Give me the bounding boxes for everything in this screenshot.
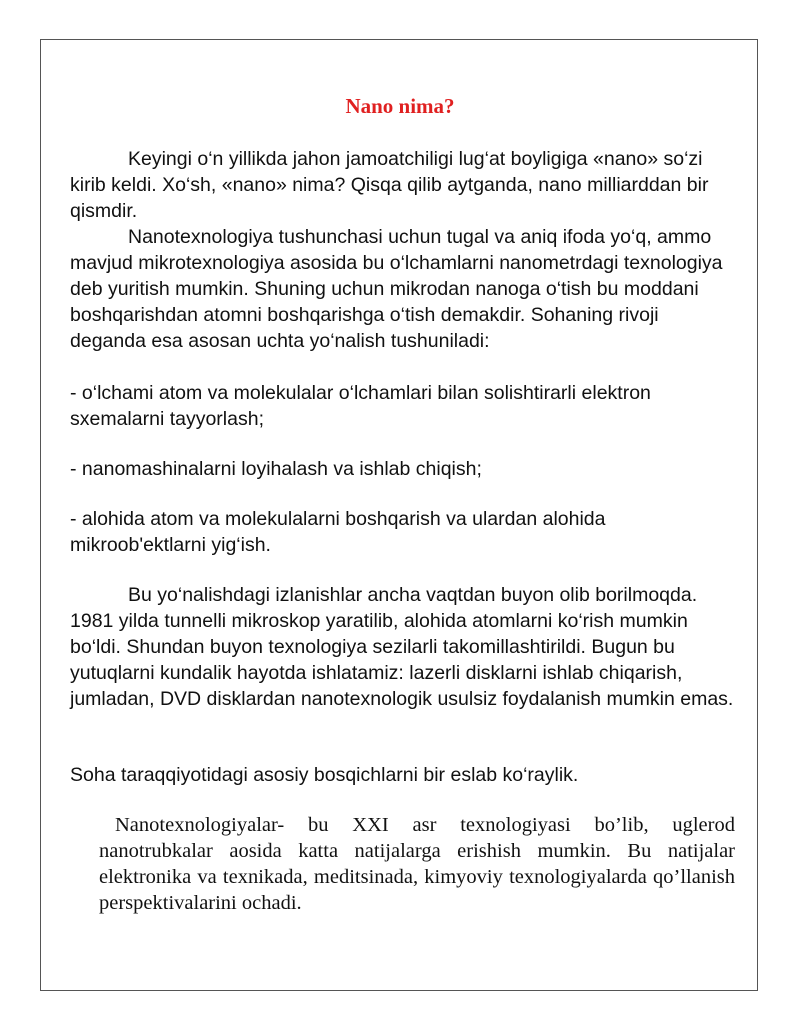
paragraph-definition: Nanotexnologiya tushunchasi uchun tugal va aniq ifoda yo‘q, ammo mavjud mikrotexnologiya asosida bu o‘lchamlarni nanometrdagi texnologiya deb yuritish mumkin. Shuning uchun mikrodan nanoga o‘tish bu moddani boshqarishdan atomni boshqarishga o‘tish demakdir. Sohaning rivoji deganda esa asosan uchta yo‘nalish tushuniladi:	[70, 226, 723, 352]
bullet-item: - o‘lchami atom va molekulalar o‘lchamlari bilan solishtirarli elektron sxemalarni tayyorlash;	[70, 382, 651, 430]
paragraph-history: Bu yo‘nalishdagi izlanishlar ancha vaqtdan buyon olib borilmoqda. 1981 yilda tunnelli mikroskop yaratilib, alohida atomlarni ko‘rish mumkin bo‘ldi. Shundan buyon texnologiya sezilarli takomillashtirildi. Bugun bu yutuqlarni kundalik hayotda ishlatamiz: lazerli disklarni ishlab chiqarish, jumladan, DVD disklardan nanotexnologik usulsiz foydalanish mumkin emas.	[70, 584, 734, 710]
document-page	[40, 39, 758, 991]
document-title: Nano nima?	[345, 94, 455, 118]
bullet-item: - nanomashinalarni loyihalash va ishlab chiqish;	[70, 458, 482, 480]
paragraph-intro: Keyingi o‘n yillikda jahon jamoatchiligi lug‘at boyligiga «nano» so‘zi kirib keldi. Xo‘sh, «nano» nima? Qisqa qilib aytganda, nano milliarddan bir qismdir.	[70, 148, 709, 222]
paragraph-conclusion: Nanotexnologiyalar- bu XXI asr texnologiyasi bo’lib, uglerod nanotrubkalar aosida katta natijalarga erishish mumkin. Bu natijalar elektronika va texnikada, meditsinada, kimyoviy texnologiyalarda qo’llanish perspektivalarini ochadi.	[99, 814, 735, 914]
paragraph-stages-intro: Soha taraqqiyotidagi asosiy bosqichlarni bir eslab ko‘raylik.	[70, 764, 579, 786]
bullet-item: - alohida atom va molekulalarni boshqarish va ulardan alohida mikroob'ektlarni yig‘ish.	[70, 508, 606, 556]
